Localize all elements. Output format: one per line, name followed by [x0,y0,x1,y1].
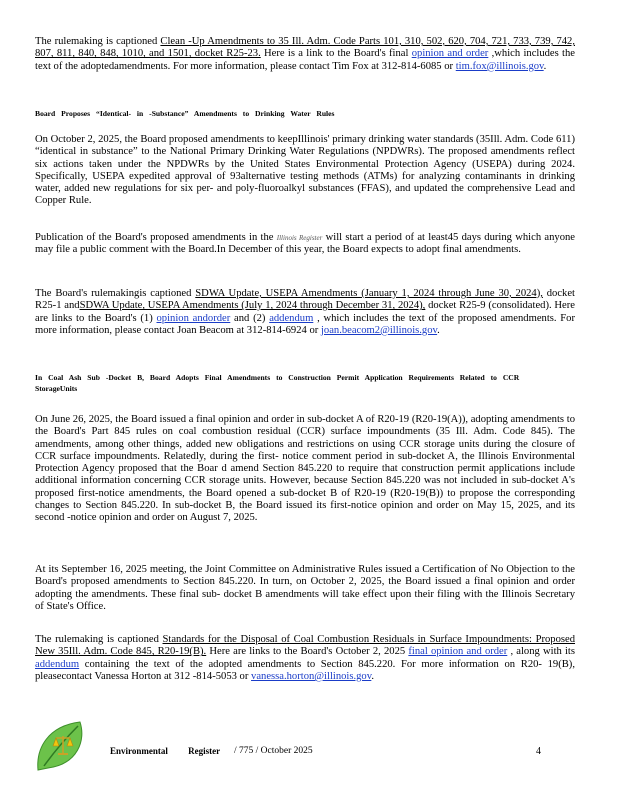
final-opinion-and-order-link[interactable]: final opinion and order [408,646,508,658]
section-heading-drinking-water: Board Proposes “Identical- in -Substance” Amendments to Drinking Water Rules [35,109,335,118]
leaf-scales-logo-icon [34,718,92,774]
text-run: The rulemaking is captioned [35,36,161,47]
page-footer [0,742,618,772]
text-run: containing the text of the adopted amendments to Section 845.220. For more information on R20- 19(B), pleasecontact Vanessa Horton at 312 -814-5053 or [35,658,575,682]
jcar-paragraph: At its September 16, 2025 meeting, the Joint Committee on Administrative Rules issued a Certification of No Objection to the Board's proposed amendments to Section 845.220. In turn, on October 2, 2025, the Board issued a final opinion and order adopting the amendments. These final sub- docket B amendments will take effect upon their filing with the Illinois Secretary of State's Office. [35,564,575,612]
email-link[interactable]: joan.beacom2@illinois.gov [320,324,438,336]
opinion-and-order-link[interactable]: opinion and order [411,48,489,60]
text-run: will start a period of at least45 days during which anyone may file a public comment with the Board.In December of this year, the Board expects to adopt final amendments. [35,232,575,256]
rulemaking-caption: Clean -Up Amendments to 35 Ill. Adm. Code Parts 101, 310, 502, 620, 704, 721, 733, 739, 742, 807, 811, 840, 848, 1010, and 1501, docket R25-23. [35,36,575,60]
text-run: The Board's rulemakingis captioned [35,288,196,299]
text-run: , along with its [507,646,575,658]
addendum-link[interactable]: addendum [269,312,314,324]
text-run: Here are links to the Board's October 2, 2025 [206,646,409,658]
page-number: 4 [536,746,541,757]
publication-name: Environmental Register [110,746,221,756]
rulemaking-caption: SDWA Update, USEPA Amendments (January 1, 2024 through June 30, 2024), [195,288,543,299]
rulemaking-caption: SDWA Update, USEPA Amendments (July 1, 2024 through December 31, 2024), [79,300,426,312]
issue-info: / 775 / October 2025 [234,746,313,756]
text-run: docket R25-9 (consolidated). Here are links to the Board's (1) [35,300,575,324]
drinking-water-paragraph: On October 2, 2025, the Board proposed amendments to keepIllinois' primary drinking water standards (35Ill. Adm. Code 611) “identical in substance” to the National Primary Drinking Water Regulations (NPDWRs). The proposed amendments reflect six actions taken under the NPDWRs by the United States Environmental Protection Agency (USEPA) during 2024. Specifically, USEPA expedited approval of 93alternative testing methods (ATMs) for analyzing contaminants in drinking water, added new regulations for six per- and poly-fluoroalkyl substances (FFAS), and updated the comprehensive Lead and Copper Rule. [35,134,575,207]
text-run: Publication of the Board's proposed amendments in the [35,232,277,243]
email-link[interactable]: vanessa.horton@illinois.gov [251,670,372,682]
text-run: , which includes the text of the proposed amendments. For more information, please contact Joan Beacom at 312-814-6924 or [35,312,576,336]
r20-19b-caption-paragraph: The rulemaking is captioned Standards for the Disposal of Coal Combustion Residuals in Surface Impoundments: Proposed New 35Ill. Adm. Code 845, R20-19(B). Here are links to the Board's October 2, 2025 final opinion and order , along with its addendum containing the text of the adopted amendments to Section 845.220. For more information on R20- 19(B), pleasecontact Vanessa Horton at 312 -814-5053 or vanessa.horton@illinois.gov. [35,634,576,682]
r25-23-paragraph: The rulemaking is captioned Clean -Up Amendments to 35 Ill. Adm. Code Parts 101, 310, 502, 620, 704, 721, 733, 739, 742, 807, 811, 840, 848, 1010, and 1501, docket R25-23. Here is a link to the Board's final opinion and order ,which includes the text of the adoptedamendments. For more information, please contact Tim Fox at 312-814-6085 or tim.fox@illinois.gov. [35,36,575,72]
text-run: ,which includes the text of the adoptedamendments. For more information, please contact Tim Fox at 312-814-6085 or [35,48,575,72]
sdwa-caption-paragraph: The Board's rulemakingis captioned SDWA Update, USEPA Amendments (January 1, 2024 through June 30, 2024), docket R25-1 andSDWA Update, USEPA Amendments (July 1, 2024 through December 31, 2024), docket R25-9 (consolidated). Here are links to the Board's (1) opinion andorder and (2) addendum , which includes the text of the proposed amendments. For more information, please contact Joan Beacom at 312-814-6924 or joan.beacom2@illinois.gov. [35,288,576,336]
opinion-and-order-link[interactable]: opinion andorder [156,312,231,324]
text-run: docket R25-1 and [35,288,575,312]
rulemaking-caption: Standards for the Disposal of Coal Combustion Residuals in Surface Impoundments: Proposed New 35Ill. Adm. Code 845, R20-19(B). [35,634,576,658]
addendum-link[interactable]: addendum [35,658,80,670]
publication-paragraph [35,232,575,257]
illinois-register-title: Illinois Register [276,234,323,242]
email-link[interactable]: tim.fox@illinois.gov [455,60,544,72]
text-run: The rulemaking is captioned [35,634,163,645]
section-heading-coal-ash: In Coal Ash Sub -Docket B, Board Adopts Final Amendments to Construction Permit Application Requirements Related to CCR StorageUnits [35,373,520,393]
text-run: and (2) [230,312,270,324]
text-run: Here is a link to the Board's final [260,48,412,60]
coal-ash-paragraph: On June 26, 2025, the Board issued a final opinion and order in sub-docket A of R20-19 (R20-19(A)), adopting amendments to the Board's Part 845 rules on coal combustion residual (CCR) surface impoundments (35 Ill. Adm. Code 845). The amendments, among other things, added new obligations and restrictions on using CCR storage units during the closure of CCR surface impoundments. Relatedly, during the first- notice comment period in sub-docket A, the Illinois Environmental Protection Agency proposed that the Boar d amend Section 845.220 to require that construction permit applications include additional information concerning CCR storage units. However, because Section 845.220 was not included in sub-docket A's proposed first-notice amendments, the Board opened a sub-docket B of R20-19 (R20-19(B)) to propose the corresponding changes to Section 845.220. In sub-docket B, the Board issued its first-notice opinion and order on May 15, 2025, and its second -notice opinion and order on August 7, 2025. [35,414,575,524]
